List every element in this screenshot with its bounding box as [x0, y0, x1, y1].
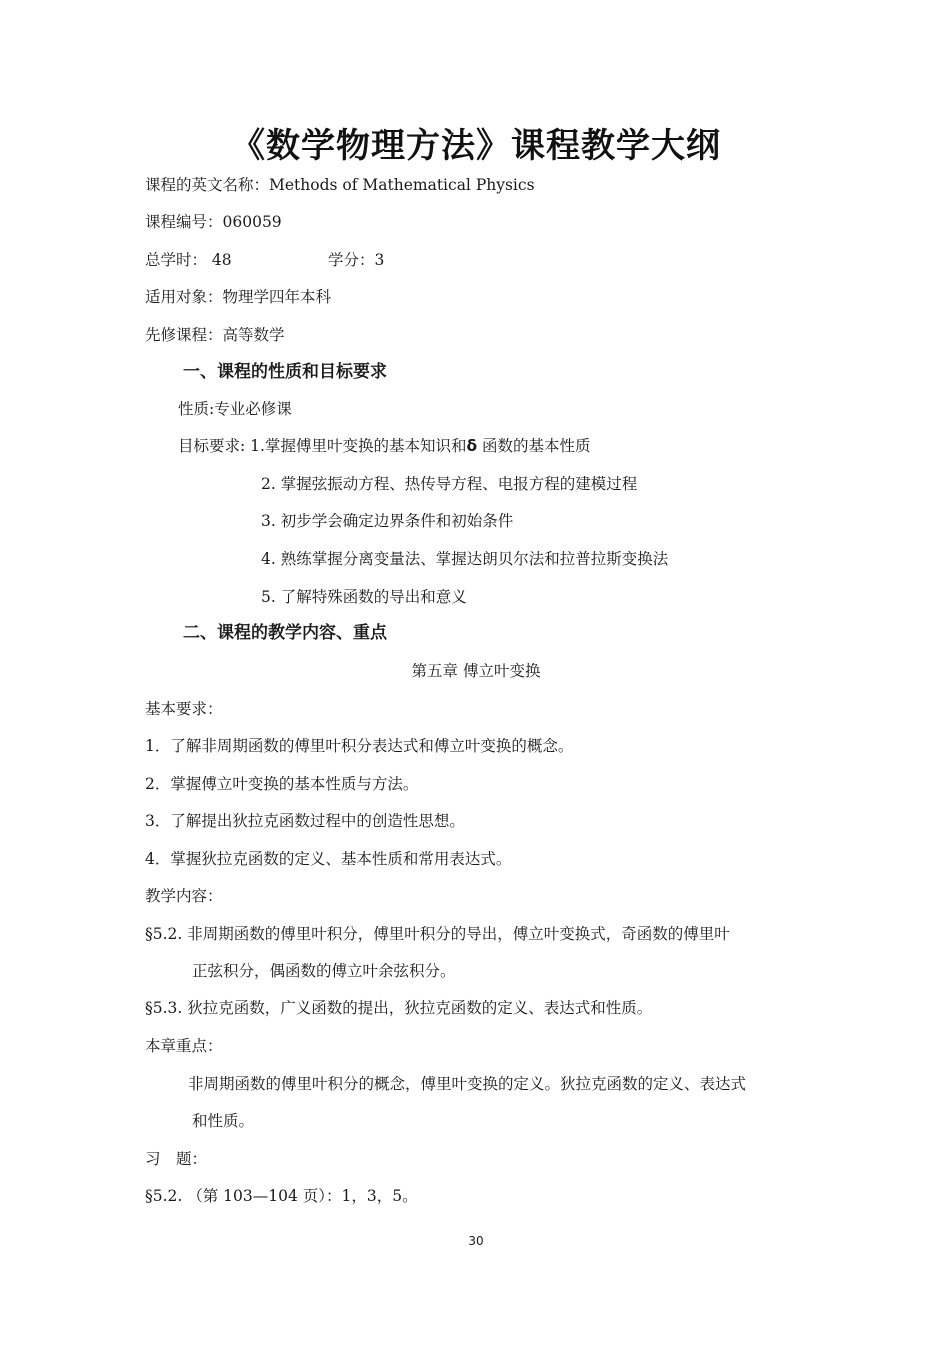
content-item-1: §5.2. 非周期函数的傅里叶积分，傅里叶积分的导出，傅立叶变换式，奇函数的傅里叶	[145, 925, 730, 943]
content-item-2: §5.3. 狄拉克函数，广义函数的提出，狄拉克函数的定义、表达式和性质。	[145, 999, 653, 1017]
goal-line-1	[178, 436, 591, 456]
course-nature: 性质:专业必修课	[178, 400, 292, 418]
goal-item: 5. 了解特殊函数的导出和意义	[261, 588, 467, 606]
credits: 学分：3	[328, 251, 385, 269]
content-label: 教学内容：	[145, 887, 223, 905]
section-heading-1: 一、课程的性质和目标要求	[183, 362, 387, 382]
exercise-text: §5.2. （第 103—104 页）：1，3，5。	[145, 1187, 418, 1205]
page-title: 《数学物理方法》课程教学大纲	[231, 126, 721, 166]
total-hours: 总学时： 48	[145, 251, 232, 269]
course-code: 课程编号：060059	[145, 213, 282, 231]
goal-item: 2. 掌握弦振动方程、热传导方程、电报方程的建模过程	[261, 475, 638, 493]
goal-item: 4. 熟练掌握分离变量法、掌握达朗贝尔法和拉普拉斯变换法	[261, 550, 669, 568]
basic-req-item: 3．了解提出狄拉克函数过程中的创造性思想。	[145, 812, 465, 830]
basic-req-item: 1．了解非周期函数的傅里叶积分表达式和傅立叶变换的概念。	[145, 737, 574, 755]
prerequisite: 先修课程：高等数学	[145, 326, 285, 344]
basic-req-item: 2．掌握傅立叶变换的基本性质与方法。	[145, 775, 419, 793]
chapter-title: 第五章 傅立叶变换	[411, 662, 541, 680]
key-points-label: 本章重点：	[145, 1037, 223, 1055]
exercise-label: 习 题：	[145, 1150, 208, 1168]
english-name: 课程的英文名称：Methods of Mathematical Physics	[145, 176, 535, 194]
audience: 适用对象：物理学四年本科	[145, 288, 332, 306]
basic-req-item: 4．掌握狄拉克函数的定义、基本性质和常用表达式。	[145, 850, 512, 868]
goal-1-prefix: 目标要求: 1.掌握傅里叶变换的基本知识和	[178, 437, 467, 455]
delta-symbol: δ	[466, 437, 478, 455]
basic-req-label: 基本要求：	[145, 700, 223, 718]
goal-1-suffix: 函数的基本性质	[477, 437, 591, 455]
goal-item: 3. 初步学会确定边界条件和初始条件	[261, 512, 514, 530]
key-points-text-cont: 和性质。	[192, 1112, 255, 1130]
page-number: 30	[468, 1234, 484, 1248]
key-points-text: 非周期函数的傅里叶积分的概念，傅里叶变换的定义。狄拉克函数的定义、表达式	[188, 1075, 747, 1093]
section-heading-2: 二、课程的教学内容、重点	[183, 623, 387, 643]
content-item-1-cont: 正弦积分，偶函数的傅立叶余弦积分。	[192, 962, 456, 980]
